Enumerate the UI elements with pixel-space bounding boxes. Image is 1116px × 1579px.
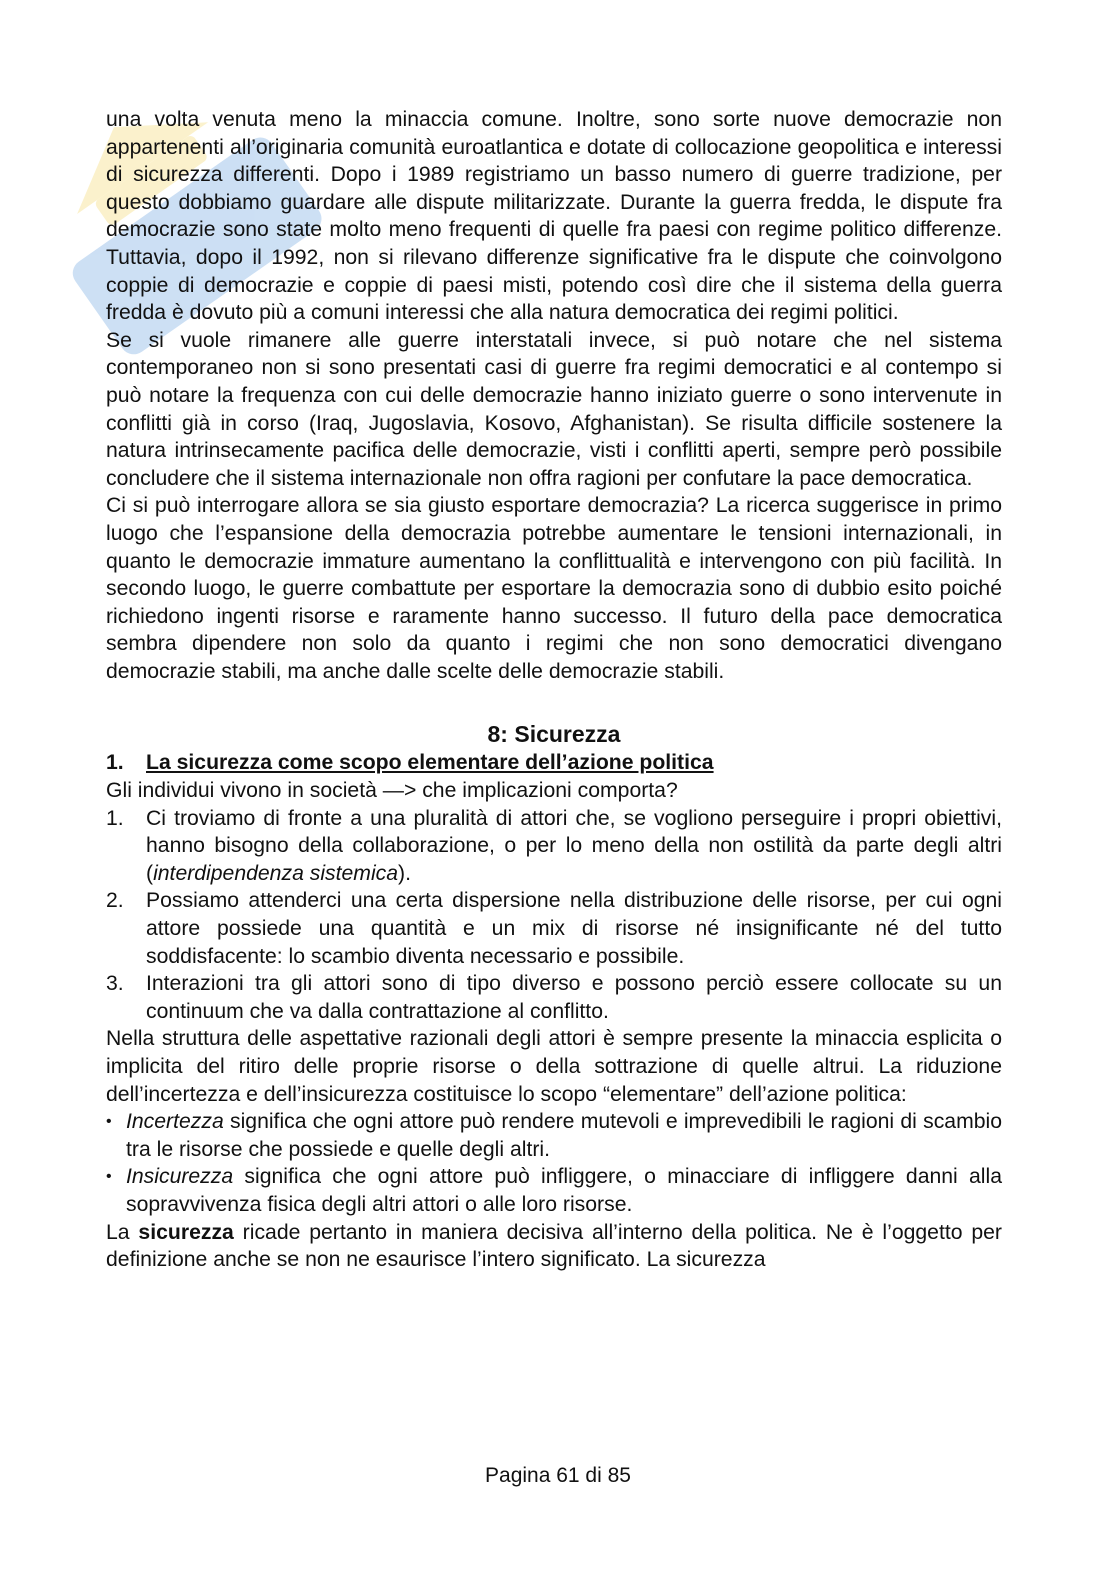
list-item-text: Interazioni tra gli attori sono di tipo diverso e possono perciò essere collocate su un continuum che va dalla contrattazione al conflitto. xyxy=(146,972,1002,1023)
list-item-number: 3. xyxy=(106,972,124,996)
body-paragraph: una volta venuta meno la minaccia comune. Inoltre, sono sorte nuove democrazie non appartenenti all’originaria comunità euroatlantica e dotate di collocazione geopolitica e interessi di sicurezza differenti. Dopo i 1989 registriamo un basso numero di guerre tradizione, per questo dobbiamo guardare alle dispute militarizzate. Durante la guerra fredda, le dispute fra democrazie sono state molto meno frequenti di quelle fra paesi con regime politico differenze. Tuttavia, dopo il 1992, non si rilevano differenze significative fra le dispute che coinvolgono coppie di democrazie e coppie di paesi misti, potendo così dire che il sistema della guerra fredda è dovuto più a comuni interessi che alla natura democratica dei regimi politici. xyxy=(106,108,1002,325)
list-item-italic: interdipendenza sistemica xyxy=(153,861,399,885)
bullet-list xyxy=(106,1108,1002,1218)
list-item xyxy=(106,887,1002,970)
bullet-item xyxy=(106,1108,1002,1163)
list-item xyxy=(106,805,1002,888)
list-item xyxy=(106,970,1002,1025)
body-paragraph: Ci si può interrogare allora se sia giusto esportare democrazia? La ricerca suggerisce in primo luogo che l’espansione della democrazia potrebbe aumentare le tensioni internazionali, in quanto le democrazie immature aumentano la conflittualità e intervengono con più facilità. In secondo luogo, le guerre combattute per esportare la democrazia sono di dubbio esito poiché richiedono ingenti risorse e raramente hanno successo. Il futuro della pace democratica sembra dipendere non solo da quanto i regimi che non sono democratici divengano democrazie stabili, ma anche dalle scelte delle democrazie stabili. xyxy=(106,494,1002,683)
subheading-text: La sicurezza come scopo elementare dell’azione politica xyxy=(146,751,714,775)
page-number: Pagina 61 di 85 xyxy=(485,1464,631,1487)
body-paragraph: Se si vuole rimanere alle guerre interstatali invece, si può notare che nel sistema contemporaneo non si sono presentati casi di guerre fra regimi democratici e al contempo si può notare la frequenza con cui delle democrazie hanno iniziato guerre o sono intervenute in conflitti già in corso (Iraq, Jugoslavia, Kosovo, Afghanistan). Se risulta difficile sostenere la natura intrinsecamente pacifica delle democrazie, visti i conflitti aperti, sempre però possibile concludere che il sistema internazionale non offra ragioni per confutare la pace democratica. xyxy=(106,328,1002,490)
bullet-term: Incertezza xyxy=(126,1110,224,1134)
bullet-item xyxy=(106,1163,1002,1218)
bullet-icon: • xyxy=(106,1113,112,1131)
document-page xyxy=(106,106,1002,1274)
intro-line: Gli individui vivono in società —> che implicazioni comporta? xyxy=(106,779,678,803)
body-paragraph: Nella struttura delle aspettative razionali degli attori è sempre presente la minaccia esplicita o implicita del ritiro delle proprie risorse o della sottrazione di quelle altrui. La riduzione dell’incertezza e dell’insicurezza costituisce lo scopo “elementare” dell’azione politica: xyxy=(106,1027,1002,1106)
list-item-text-part: ). xyxy=(398,861,411,885)
body-paragraph xyxy=(106,1219,1002,1274)
subheading xyxy=(106,749,1002,777)
bold-term: sicurezza xyxy=(138,1220,234,1244)
bullet-icon: • xyxy=(106,1168,112,1186)
text-part: La xyxy=(106,1220,139,1244)
text-part: ricade pertanto in maniera decisiva all’interno della politica. Ne è l’oggetto per definizione anche se non ne esaurisce l’intero significato. La sicurezza xyxy=(106,1220,1002,1272)
bullet-text xyxy=(126,1163,1002,1218)
list-item-text xyxy=(146,805,1002,888)
bullet-definition: significa che ogni attore può infliggere, o minacciare di infliggere danni alla sopravvivenza fisica degli altri attori o alle loro risorse. xyxy=(126,1165,1002,1216)
list-item-number: 2. xyxy=(106,889,124,913)
bullet-definition: significa che ogni attore può rendere mutevoli e imprevedibili le ragioni di scambio tra le risorse che possiede e quelle degli altri. xyxy=(126,1110,1002,1161)
list-item-number: 1. xyxy=(106,806,124,830)
bullet-term: Insicurezza xyxy=(126,1165,234,1189)
numbered-list xyxy=(106,805,1002,1026)
subheading-number: 1. xyxy=(106,751,124,775)
section-title: 8: Sicurezza xyxy=(487,721,621,748)
bullet-text xyxy=(126,1108,1002,1163)
list-item-text-part: Ci troviamo di fronte a una pluralità di attori che, se vogliono perseguire i propri obiettivi, hanno bisogno della collaborazione, o per lo meno della non ostilità da parte degli altri ( xyxy=(146,806,1002,885)
list-item-text: Possiamo attenderci una certa dispersione nella distribuzione delle risorse, per cui ogni attore possiede una quantità e un mix di risorse né insignificante né del tutto soddisfacente: lo scambio diventa necessario e possibile. xyxy=(146,889,1002,968)
